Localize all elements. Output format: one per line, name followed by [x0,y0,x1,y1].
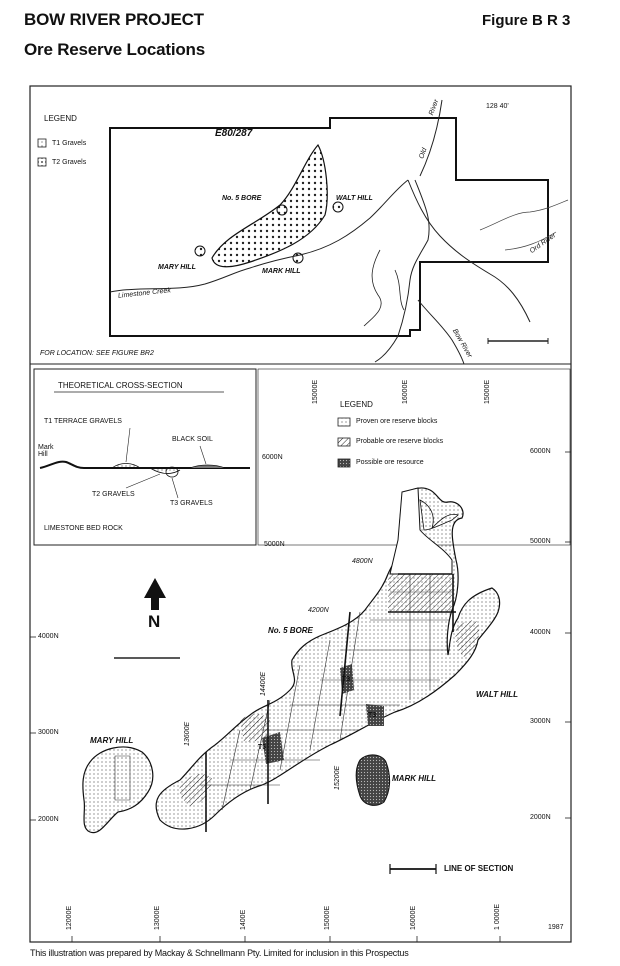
cs-t2-label: T2 GRAVELS [92,491,135,498]
left-tick-2000n: 2000N [38,816,59,823]
cs-black-soil-label: BLACK SOIL [172,436,213,443]
mary-hill-marker [195,246,205,256]
main-mary-hill-label: MARY HILL [90,736,134,745]
right-tick-2000n: 2000N [530,814,551,821]
top-mary-hill-label: MARY HILL [158,264,196,271]
top-walt-hill-label: WALT HILL [336,195,373,202]
label-t3-c: T3 [368,712,377,719]
bottom-tick-10000e: 1 0000E [494,903,501,930]
location-note: FOR LOCATION: SEE FIGURE BR2 [40,350,154,357]
cs-t3-label: T3 GRAVELS [170,500,213,507]
river-branch [375,180,429,362]
main-legend-possible: Possible ore resource [356,459,424,466]
main-walt-hill-label: WALT HILL [476,690,519,699]
top-tick-16000e: 16000E [402,379,409,404]
latitude-label: 128 40' [486,103,509,110]
bow-river-label: Bow River [450,327,473,360]
bottom-tick-13000e: 13000E [154,905,161,930]
ord-river-label: Ord River [528,232,558,255]
mary-hill-core [115,756,130,800]
river-label: River [428,98,441,117]
bottom-tick-16000e: 16000E [410,905,417,930]
page-subtitle: Ore Reserve Locations [24,40,205,59]
right-tick-4000n: 4000N [530,629,551,636]
footer-credit: This illustration was prepared by Mackay & Schnellmann Pty. Limited for inclusion in this Prospectus [30,948,409,958]
old-label: Old [418,147,429,160]
inner-tick-6000n: 6000N [262,454,283,461]
main-mark-hill-label: MARK HILL [392,774,436,783]
main-legend-proven: Proven ore reserve blocks [356,418,438,425]
tenement-label: E80/287 [215,128,253,139]
cs-t1-label: T1 TERRACE GRAVELS [44,418,122,425]
label-4200n: 4200N [308,607,329,614]
cross-section-title: THEORETICAL CROSS-SECTION [58,381,183,390]
label-15200e: 15200E [334,765,341,790]
top-tick-15000e-b: 15000E [484,379,491,404]
river-loops [364,250,404,326]
top-tick-15000e-a: 15000E [312,379,319,404]
left-tick-3000n: 3000N [38,729,59,736]
limestone-creek-label: Limestone Creek [117,287,172,300]
top-mark-hill-label: MARK HILL [262,268,301,275]
bottom-tick-12000e: 12000E [66,905,73,930]
label-4800n: 4800N [352,558,373,565]
black-soil [190,465,225,468]
top-legend-t2: T2 Gravels [52,159,87,166]
label-t3-b: T3 [342,676,351,683]
probable-zone-north [388,574,452,612]
mark-hill-deposit [356,755,389,805]
no5-bore-marker [277,205,287,215]
cs-mark-hill-label: Mark Hill [38,444,54,458]
main-legend-probable: Probable ore reserve blocks [356,438,444,445]
top-no5-bore-label: No. 5 BORE [222,195,262,202]
year-label: 1987 [548,924,564,931]
main-legend-title: LEGEND [340,400,373,409]
figure-number: Figure B R 3 [482,12,571,29]
main-no5-bore-label: No. 5 BORE [268,626,313,635]
inner-tick-5000n: 5000N [264,541,285,548]
tenement-boundary [110,118,548,336]
north-arrow-icon [144,578,166,610]
t1-gravel-belt [212,145,327,267]
top-legend-t1: T1 Gravels [52,140,87,147]
left-tick-4000n: 4000N [38,633,59,640]
bottom-tick-15000e: 15000E [324,905,331,930]
page-title: BOW RIVER PROJECT [24,10,204,29]
label-14400e: 14400E [260,671,267,696]
cross-section-panel [34,369,256,545]
t1-terrace-lens [112,464,140,469]
line-of-section-label: LINE OF SECTION [444,864,514,873]
label-t3-a: T3 [258,744,267,751]
ord-river-channel [408,180,530,322]
right-tick-3000n: 3000N [530,718,551,725]
cs-limestone-label: LIMESTONE BED ROCK [44,525,123,532]
right-tick-6000n: 6000N [530,448,551,455]
right-tick-5000n: 5000N [530,538,551,545]
label-13600e: 13600E [184,721,191,746]
top-right-river [480,200,568,230]
top-legend-title: LEGEND [44,114,77,123]
north-label: N [148,612,161,631]
bottom-tick-1400e: 1400E [240,909,247,930]
walt-hill-marker [333,202,343,212]
